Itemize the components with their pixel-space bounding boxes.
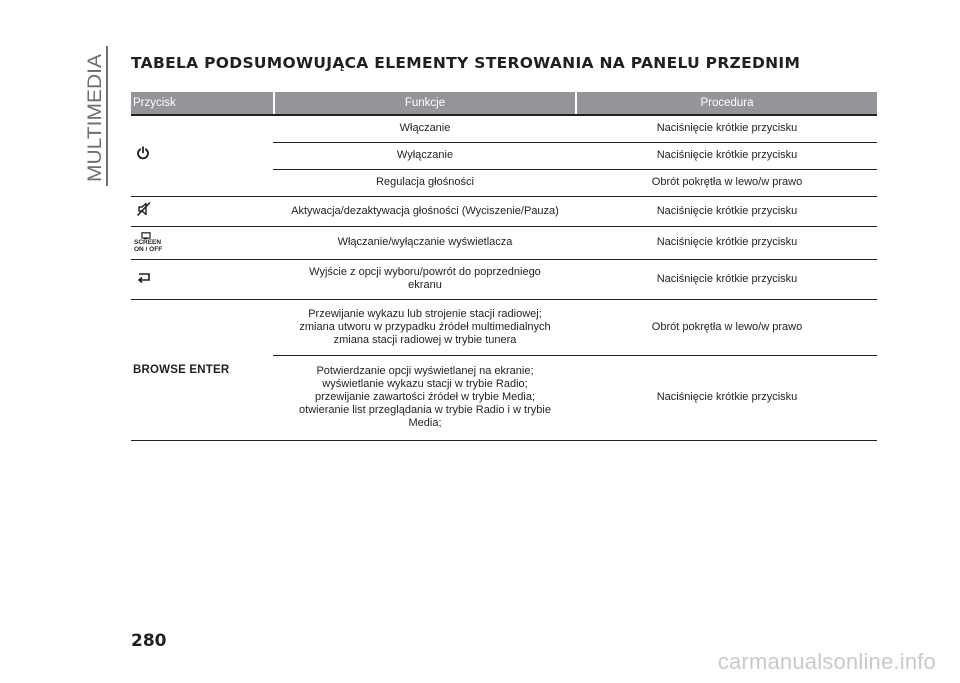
procedure-cell: Naciśnięcie krótkie przycisku <box>656 391 798 403</box>
header-button: Przycisk <box>131 92 273 114</box>
function-cell <box>275 260 575 299</box>
function-cell: Włączanie/wyłączanie wyświetlacza <box>337 236 513 248</box>
table-row <box>273 116 877 143</box>
function-cell: Regulacja głośności <box>376 176 474 188</box>
table-row-screen <box>131 227 877 260</box>
function-line: Wyjście z opcji wyboru/powrót do poprzedniego <box>309 266 541 278</box>
function-line: ekranu <box>408 279 442 291</box>
browse-subrows <box>273 300 877 440</box>
table-row <box>273 143 877 170</box>
procedure-cell: Naciśnięcie krótkie przycisku <box>656 149 798 161</box>
power-group <box>131 116 877 197</box>
back-icon <box>136 271 152 287</box>
procedure-cell: Obrót pokrętła w lewo/w prawo <box>651 320 803 333</box>
screen-icon-label-2: ON / OFF <box>134 246 163 253</box>
function-cell: Wyłączanie <box>396 149 454 161</box>
function-line: Potwierdzanie opcji wyświetlanej na ekranie; <box>316 365 534 377</box>
screen-button-cell <box>131 227 273 259</box>
procedure-cell: Naciśnięcie krótkie przycisku <box>656 272 798 285</box>
side-section-label <box>84 52 106 182</box>
function-line: wyświetlanie wykazu stacji w trybie Radio; <box>322 378 528 390</box>
function-line: zmiana utworu w przypadku źródeł multimedialnych <box>299 320 551 333</box>
header-procedure: Procedura <box>577 92 877 114</box>
mute-button-cell <box>131 197 273 226</box>
browse-group <box>131 300 877 441</box>
function-line: Przewijanie wykazu lub strojenie stacji radiowej; <box>308 307 542 320</box>
watermark-text: carmanualsonline.info <box>717 649 936 674</box>
procedure-cell: Obrót pokrętła w lewo/w prawo <box>651 176 803 188</box>
function-cell: Aktywacja/dezaktywacja głośności (Wyciszenie/Pauza) <box>291 204 559 217</box>
side-rule <box>106 46 108 186</box>
procedure-cell: Naciśnięcie krótkie przycisku <box>656 236 798 248</box>
table-row <box>273 300 877 356</box>
controls-table <box>131 92 877 441</box>
back-button-cell <box>131 260 273 299</box>
procedure-cell: Naciśnięcie krótkie przycisku <box>656 204 798 217</box>
screen-icon <box>134 232 162 253</box>
power-subrows <box>273 116 877 196</box>
page-number: 280 <box>131 631 167 651</box>
function-cell: Włączanie <box>399 122 451 134</box>
mute-icon <box>136 201 152 221</box>
page-title: TABELA PODSUMOWUJĄCA ELEMENTY STEROWANIA NA PANELU PRZEDNIM <box>131 54 801 72</box>
function-cell <box>275 356 575 440</box>
function-line: otwieranie list przeglądania w trybie Radio i w trybie <box>299 404 551 416</box>
table-header <box>131 92 877 114</box>
header-function: Funkcje <box>275 92 575 114</box>
table-row-back <box>131 260 877 300</box>
table-row <box>273 170 877 196</box>
browse-button-cell <box>131 300 273 440</box>
side-section-label-text: MULTIMEDIA <box>85 66 106 182</box>
procedure-cell: Naciśnięcie krótkie przycisku <box>656 122 798 134</box>
function-line: zmiana stacji radiowej w trybie tunera <box>333 333 517 346</box>
power-icon <box>136 146 150 165</box>
function-line: Media; <box>408 417 442 429</box>
table-row <box>273 356 877 440</box>
function-line: przewijanie zawartości źródeł w trybie Media; <box>314 391 536 403</box>
table-row-mute <box>131 197 877 227</box>
screen-icon-label-1: SCREEN <box>134 239 162 246</box>
browse-enter-label: BROWSE ENTER <box>133 363 230 376</box>
function-cell <box>275 300 575 355</box>
power-button-cell <box>131 116 273 196</box>
